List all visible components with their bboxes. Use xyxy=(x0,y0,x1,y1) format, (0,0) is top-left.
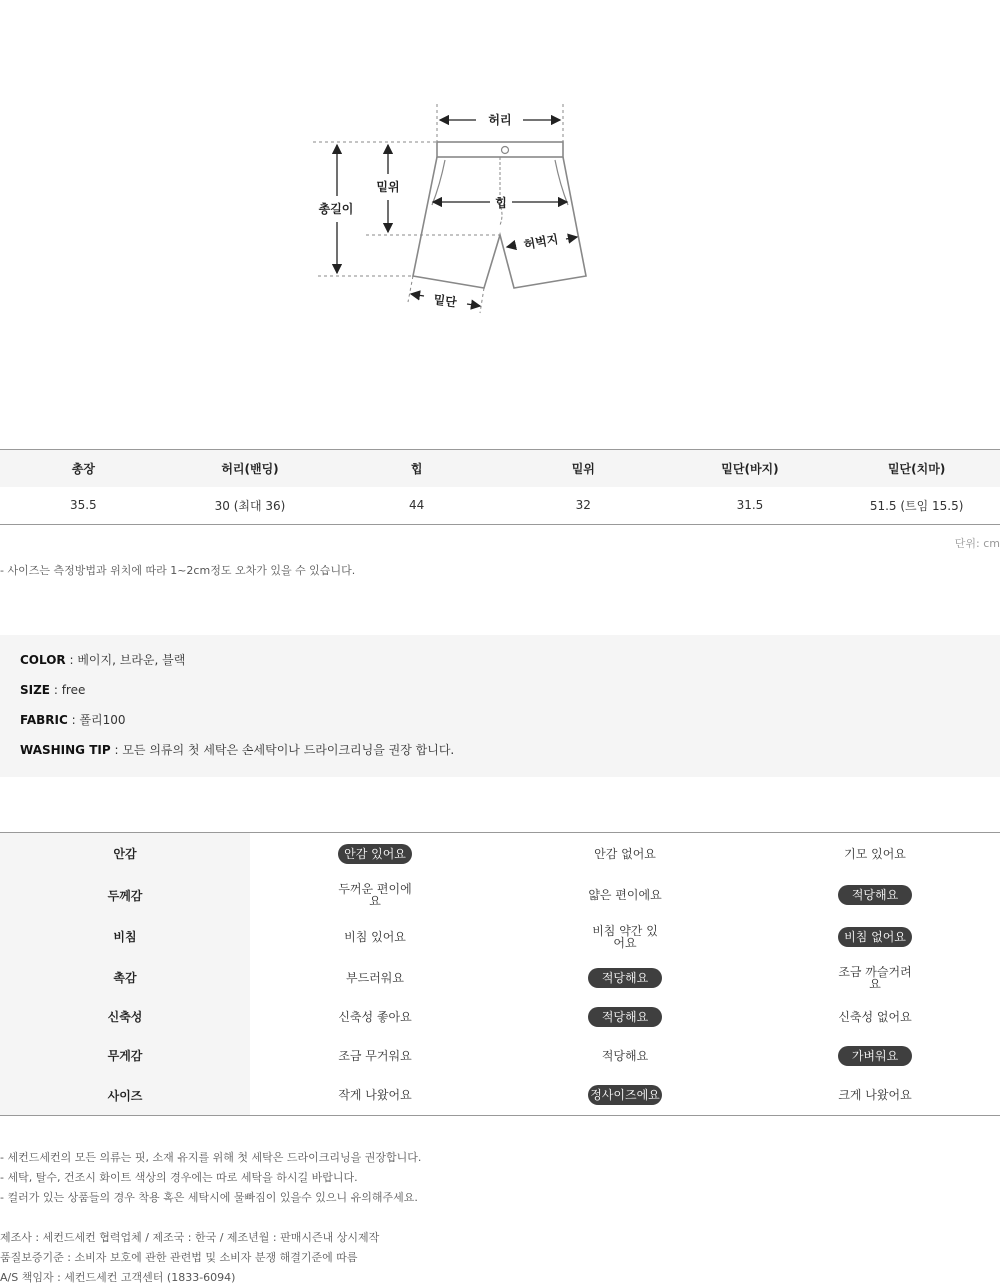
fit-row xyxy=(0,998,1000,1036)
fit-option: 작게 나왔어요 xyxy=(338,1088,412,1103)
size-value-cell: 31.5 xyxy=(667,487,834,525)
care-notes xyxy=(0,1149,421,1209)
fit-option-selected: 비침 없어요 xyxy=(838,927,912,947)
size-table-row xyxy=(0,487,1000,525)
size-table-header-row xyxy=(0,450,1000,487)
fit-option: 조금 무거워요 xyxy=(338,1048,412,1063)
fit-option-cell xyxy=(250,1076,500,1116)
fit-option-cell xyxy=(750,1036,1000,1076)
size-table xyxy=(0,449,1000,525)
fit-option-cell xyxy=(250,833,500,875)
fit-option: 크게 나왔어요 xyxy=(838,1088,912,1103)
size-value-cell: 30 (최대 36) xyxy=(167,487,334,525)
fit-option-cell xyxy=(500,916,750,958)
waist-label: 허리 xyxy=(488,113,512,127)
fit-option: 비침 있어요 xyxy=(344,929,406,944)
fit-table xyxy=(0,832,1000,1116)
fit-category-label: 사이즈 xyxy=(0,1076,250,1116)
size-value-cell: 35.5 xyxy=(0,487,167,525)
fit-option: 부드러워요 xyxy=(346,970,404,985)
product-info-box xyxy=(0,635,1000,777)
info-value: : 모든 의류의 첫 세탁은 손세탁이나 드라이크리닝을 권장 합니다. xyxy=(110,743,455,757)
fit-option-cell xyxy=(750,958,1000,998)
fit-option-cell xyxy=(750,875,1000,916)
fit-option-cell xyxy=(500,998,750,1036)
fit-option-cell xyxy=(500,958,750,998)
fit-option: 안감 없어요 xyxy=(594,846,656,861)
fit-option-selected: 정사이즈에요 xyxy=(588,1085,662,1105)
fit-option: 두꺼운 편이에요 xyxy=(338,882,412,908)
total-length-label: 총길이 xyxy=(318,202,354,216)
fit-option-cell xyxy=(500,1036,750,1076)
size-value-cell: 44 xyxy=(333,487,500,525)
size-header-cell: 밑위 xyxy=(500,450,667,487)
size-value-cell: 32 xyxy=(500,487,667,525)
info-label: COLOR xyxy=(20,653,66,667)
fit-option-cell xyxy=(750,998,1000,1036)
info-value: : 베이지, 브라운, 블랙 xyxy=(65,653,186,667)
fit-option-selected: 적당해요 xyxy=(588,1007,662,1027)
fit-option-cell xyxy=(750,916,1000,958)
size-header-cell: 힙 xyxy=(333,450,500,487)
size-header-cell: 허리(밴딩) xyxy=(167,450,334,487)
info-row-size xyxy=(20,683,980,713)
size-value-cell: 51.5 (트임 15.5) xyxy=(833,487,1000,525)
fit-option-cell xyxy=(750,1076,1000,1116)
fit-option-selected: 적당해요 xyxy=(588,968,662,988)
fit-option: 기모 있어요 xyxy=(844,846,906,861)
measurement-diagram xyxy=(0,0,1000,330)
care-note: - 세컨드세컨의 모든 의류는 핏, 소재 유지를 위해 첫 세탁은 드라이크리닝을 권장합니다. xyxy=(0,1151,422,1164)
size-header-cell: 밑단(치마) xyxy=(833,450,1000,487)
fit-option-selected: 안감 있어요 xyxy=(338,844,412,864)
size-note: - 사이즈는 측정방법과 위치에 따라 1~2cm정도 오차가 있을 수 있습니다. xyxy=(0,564,356,577)
fit-category-label: 두께감 xyxy=(0,875,250,916)
fit-option: 조금 까슬거려요 xyxy=(838,964,912,991)
fit-option-cell xyxy=(250,1036,500,1076)
fit-option-cell xyxy=(500,1076,750,1116)
fit-option: 비침 약간 있어요 xyxy=(592,923,658,950)
info-row-color xyxy=(20,653,980,683)
care-note: - 세탁, 탈수, 건조시 화이트 색상의 경우에는 따로 세탁을 하시길 바랍니다. xyxy=(0,1171,358,1184)
info-value: : free xyxy=(50,683,86,697)
info-value: : 폴리100 xyxy=(67,713,126,727)
unit-label: 단위: cm xyxy=(954,537,1000,550)
fit-option-cell xyxy=(750,833,1000,875)
fit-category-label: 촉감 xyxy=(0,958,250,998)
fit-option-selected: 가벼워요 xyxy=(838,1046,912,1066)
measure-arrows xyxy=(337,120,577,306)
fit-option-selected: 적당해요 xyxy=(838,885,912,905)
hem-label: 밑단 xyxy=(432,292,458,310)
info-label: FABRIC xyxy=(20,713,68,727)
maker-line: A/S 책임자 : 세컨드세컨 고객센터 (1833-6094) xyxy=(0,1271,236,1284)
manufacturer-info xyxy=(0,1229,379,1287)
fit-row xyxy=(0,1036,1000,1076)
hip-label: 힙 xyxy=(495,196,507,210)
info-label: WASHING TIP xyxy=(20,743,111,757)
info-label: SIZE xyxy=(20,683,51,697)
fit-category-label: 비침 xyxy=(0,916,250,958)
fit-option-cell xyxy=(250,958,500,998)
maker-line: 품질보증기준 : 소비자 보호에 관한 관련법 및 소비자 분쟁 해결기준에 따름 xyxy=(0,1251,358,1264)
fit-option: 얇은 편이에요 xyxy=(588,888,662,902)
fit-category-label: 신축성 xyxy=(0,998,250,1036)
fit-option: 신축성 없어요 xyxy=(838,1009,912,1024)
fit-option-cell xyxy=(250,998,500,1036)
fit-row xyxy=(0,875,1000,916)
fit-row xyxy=(0,1076,1000,1116)
fit-option-cell xyxy=(250,875,500,916)
fit-option-cell xyxy=(250,916,500,958)
size-header-cell: 총장 xyxy=(0,450,167,487)
info-row-washing-tip xyxy=(20,743,980,773)
shorts-outline xyxy=(413,142,586,288)
fit-row xyxy=(0,833,1000,875)
maker-line: 제조사 : 세컨드세컨 협력업체 / 제조국 : 한국 / 제조년월 : 판매시즌내 상시제작 xyxy=(0,1231,380,1244)
fit-option: 신축성 좋아요 xyxy=(338,1009,412,1024)
fit-option: 적당해요 xyxy=(601,1048,649,1063)
rise-label: 밑위 xyxy=(376,180,400,194)
fit-category-label: 안감 xyxy=(0,833,250,875)
thigh-label: 허벅지 xyxy=(522,232,560,252)
size-header-cell: 밑단(바지) xyxy=(667,450,834,487)
fit-option-cell xyxy=(500,833,750,875)
care-note: - 컬러가 있는 상품들의 경우 착용 혹은 세탁시에 물빠짐이 있을수 있으니 유의해주세요. xyxy=(0,1191,418,1204)
info-row-fabric xyxy=(20,713,980,743)
fit-row xyxy=(0,916,1000,958)
fit-option-cell xyxy=(500,875,750,916)
fit-row xyxy=(0,958,1000,998)
fit-category-label: 무게감 xyxy=(0,1036,250,1076)
